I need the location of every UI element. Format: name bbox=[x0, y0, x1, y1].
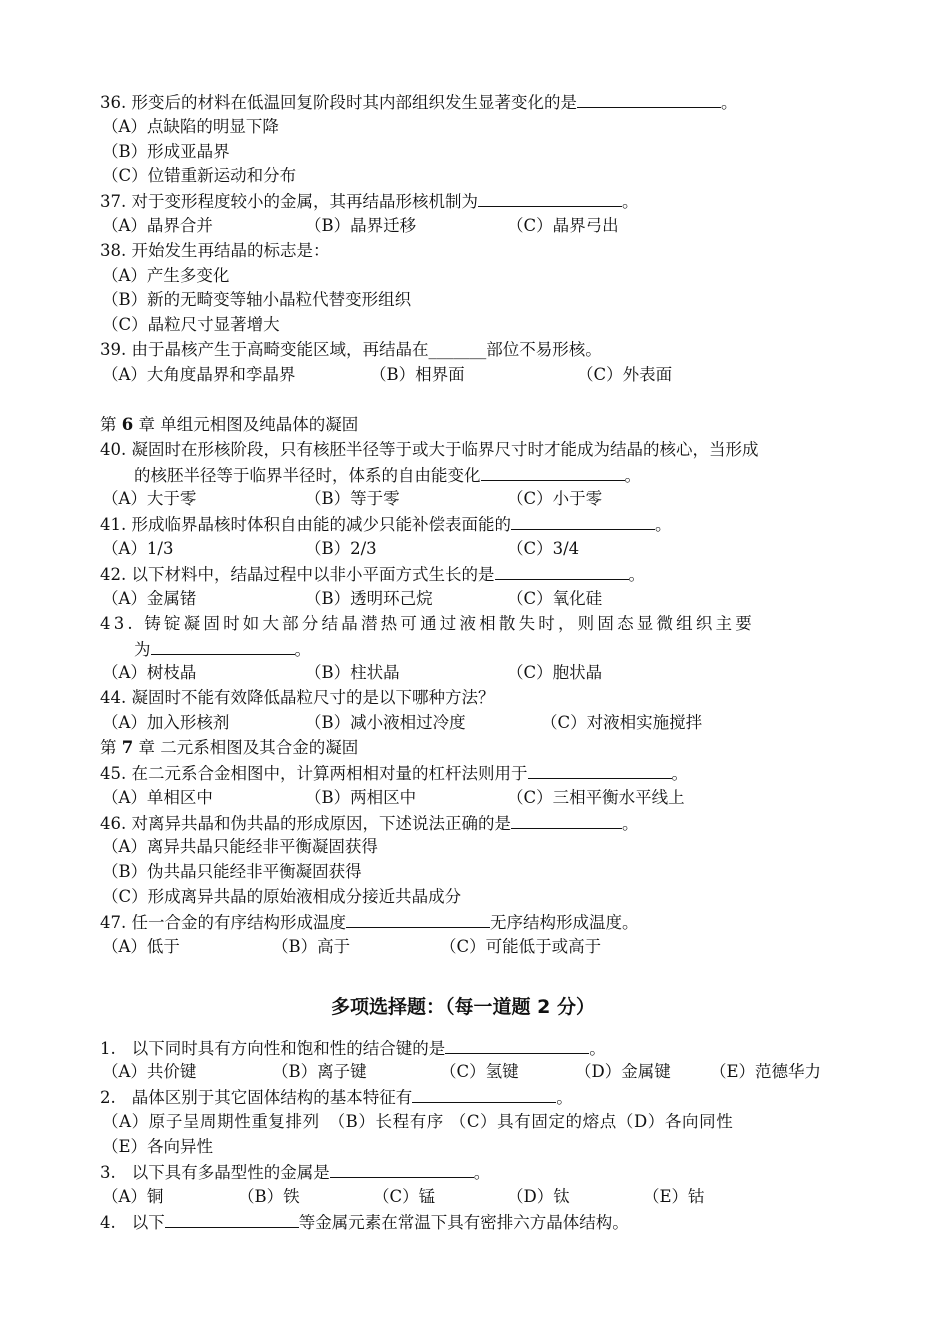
question-stem: 以下同时具有方向性和饱和性的结合键的是 bbox=[131, 1039, 446, 1058]
chapter-title: 章 二元系相图及其合金的凝固 bbox=[138, 738, 359, 757]
question-stem: 37. 对于变形程度较小的金属，其再结晶形核机制为 bbox=[100, 192, 478, 211]
option-a[interactable]: （A）树枝晶 bbox=[102, 663, 197, 682]
answer-blank[interactable] bbox=[445, 1036, 589, 1054]
option-c[interactable]: （C）对液相实施搅拌 bbox=[541, 713, 703, 732]
option-b[interactable]: （B）新的无畸变等轴小晶粒代替变形组织 bbox=[102, 290, 412, 309]
answer-blank[interactable] bbox=[528, 761, 672, 779]
answer-blank[interactable] bbox=[412, 1085, 556, 1103]
option-b[interactable]: （B）2/3 bbox=[305, 539, 377, 558]
multi-question-3 bbox=[100, 1160, 490, 1185]
question-stem: 的核胚半径等于临界半径时，体系的自由能变化 bbox=[134, 466, 481, 485]
question-43-line2 bbox=[134, 637, 311, 662]
answer-blank[interactable] bbox=[481, 463, 625, 481]
chapter-prefix: 第 bbox=[100, 738, 117, 757]
option-a[interactable]: （A）单相区中 bbox=[102, 788, 213, 807]
chapter-prefix: 第 bbox=[100, 415, 117, 434]
punctuation: 。 bbox=[624, 466, 641, 485]
option-b[interactable]: （B）离子键 bbox=[272, 1062, 367, 1081]
question-stem: 晶体区别于其它固体结构的基本特征有 bbox=[131, 1088, 413, 1107]
answer-blank[interactable] bbox=[346, 910, 490, 928]
option-c[interactable]: （C）晶界弓出 bbox=[507, 216, 619, 235]
answer-blank[interactable] bbox=[577, 90, 721, 108]
option-b[interactable]: （B）铁 bbox=[238, 1187, 300, 1206]
option-b[interactable]: （B）形成亚晶界 bbox=[102, 142, 230, 161]
question-47 bbox=[100, 910, 639, 935]
answer-blank[interactable] bbox=[495, 562, 629, 580]
option-d[interactable]: （D）钛 bbox=[507, 1187, 570, 1206]
answer-blank[interactable] bbox=[511, 512, 655, 530]
punctuation: 。 bbox=[671, 764, 688, 783]
option-a[interactable]: （A）点缺陷的明显下降 bbox=[102, 117, 279, 136]
punctuation: 。 bbox=[294, 640, 311, 659]
question-stem: 45. 在二元系合金相图中，计算两相相对量的杠杆法则用于 bbox=[100, 764, 528, 783]
option-b[interactable]: （B）晶界迁移 bbox=[305, 216, 417, 235]
chapter-number: 6 bbox=[121, 415, 134, 434]
question-stem: 46. 对离异共晶和伪共晶的形成原因，下述说法正确的是 bbox=[100, 814, 511, 833]
option-e[interactable]: （E）范德华力 bbox=[710, 1062, 822, 1081]
question-40-line1: 40. 凝固时在形核阶段，只有核胚半径等于或大于临界尺寸时才能成为结晶的核心，当形成 bbox=[100, 440, 759, 459]
multi-question-4 bbox=[100, 1210, 629, 1235]
punctuation: 。 bbox=[622, 814, 639, 833]
punctuation: 。 bbox=[655, 515, 672, 534]
question-stem: 以下具有多晶型性的金属是 bbox=[131, 1163, 330, 1182]
option-d[interactable]: （D）金属键 bbox=[575, 1062, 671, 1081]
option-b[interactable]: （B）等于零 bbox=[305, 489, 400, 508]
option-c[interactable]: （C）3/4 bbox=[507, 539, 580, 558]
option-a[interactable]: （A）金属锗 bbox=[102, 589, 197, 608]
punctuation: 。 bbox=[628, 565, 645, 584]
question-38: 38. 开始发生再结晶的标志是： bbox=[100, 241, 330, 260]
option-a[interactable]: （A）共价键 bbox=[102, 1062, 197, 1081]
question-44: 44. 凝固时不能有效降低晶粒尺寸的是以下哪种方法？ bbox=[100, 688, 495, 707]
option-a[interactable]: （A）铜 bbox=[102, 1187, 164, 1206]
option-a[interactable]: （A）大角度晶界和孪晶界 bbox=[102, 365, 296, 384]
option-c[interactable]: （C）形成离异共晶的原始液相成分接近共晶成分 bbox=[102, 887, 462, 906]
option-e[interactable]: （E）钴 bbox=[643, 1187, 705, 1206]
question-number: 3. bbox=[100, 1163, 116, 1182]
section-heading: 多项选择题：（每一道题 2 分） bbox=[331, 996, 595, 1018]
punctuation: 。 bbox=[589, 1039, 606, 1058]
option-a[interactable]: （A）大于零 bbox=[102, 489, 197, 508]
question-41 bbox=[100, 512, 672, 537]
answer-blank[interactable] bbox=[511, 811, 622, 829]
punctuation: 。 bbox=[473, 1163, 491, 1182]
question-stem: 42. 以下材料中，结晶过程中以非小平面方式生长的是 bbox=[100, 565, 495, 584]
option-c[interactable]: （C）位错重新运动和分布 bbox=[102, 166, 297, 185]
option-a[interactable]: （A）1/3 bbox=[102, 539, 174, 558]
question-stem: 为 bbox=[134, 640, 151, 659]
chapter-title: 章 单组元相图及纯晶体的凝固 bbox=[138, 415, 359, 434]
option-c[interactable]: （C）氢键 bbox=[440, 1062, 519, 1081]
option-c[interactable]: （C）外表面 bbox=[577, 365, 673, 384]
question-stem-tail: 无序结构形成温度。 bbox=[490, 913, 639, 932]
chapter-7-heading bbox=[100, 736, 358, 760]
option-b[interactable]: （B）透明环己烷 bbox=[305, 589, 433, 608]
option-e[interactable]: （E）各向异性 bbox=[102, 1137, 214, 1156]
question-stem: 以下 bbox=[131, 1213, 165, 1232]
punctuation: 。 bbox=[622, 192, 639, 211]
option-c[interactable]: （C）锰 bbox=[373, 1187, 436, 1206]
option-c[interactable]: （C）三相平衡水平线上 bbox=[507, 788, 685, 807]
question-number: 4. bbox=[100, 1213, 116, 1232]
question-39: 39. 由于晶核产生于高畸变能区域，再结晶在_______部位不易形核。 bbox=[100, 340, 602, 359]
option-c[interactable]: （C）胞状晶 bbox=[507, 663, 603, 682]
answer-blank[interactable] bbox=[330, 1160, 474, 1178]
question-number: 2. bbox=[100, 1088, 116, 1107]
question-46 bbox=[100, 811, 639, 836]
option-c[interactable]: （C）小于零 bbox=[507, 489, 603, 508]
options-a-to-d[interactable]: （A）原子呈周期性重复排列 （B）长程有序 （C）具有固定的熔点（D）各向同性 bbox=[102, 1112, 734, 1131]
question-37 bbox=[100, 189, 639, 214]
question-36 bbox=[100, 90, 738, 115]
option-a[interactable]: （A）离异共晶只能经非平衡凝固获得 bbox=[102, 837, 378, 856]
punctuation: 。 bbox=[721, 93, 738, 112]
option-b[interactable]: （B）两相区中 bbox=[305, 788, 417, 807]
answer-blank[interactable] bbox=[151, 637, 295, 655]
option-a[interactable]: （A）低于 bbox=[102, 937, 180, 956]
option-a[interactable]: （A）加入形核剂 bbox=[102, 713, 230, 732]
question-stem-tail: 等金属元素在常温下具有密排六方晶体结构。 bbox=[298, 1213, 629, 1232]
punctuation: 。 bbox=[556, 1088, 573, 1107]
option-b[interactable]: （B）相界面 bbox=[370, 365, 465, 384]
option-a[interactable]: （A）晶界合并 bbox=[102, 216, 213, 235]
option-b[interactable]: （B）高于 bbox=[272, 937, 351, 956]
option-b[interactable]: （B）伪共晶只能经非平衡凝固获得 bbox=[102, 862, 362, 881]
option-b[interactable]: （B）减小液相过冷度 bbox=[305, 713, 466, 732]
question-number: 1. bbox=[100, 1039, 116, 1058]
question-45 bbox=[100, 761, 688, 786]
question-43-line1: 43. 铸锭凝固时如大部分结晶潜热可通过液相散失时，则固态显微组织主要 bbox=[100, 614, 755, 633]
option-b[interactable]: （B）柱状晶 bbox=[305, 663, 400, 682]
multi-question-1 bbox=[100, 1036, 606, 1061]
answer-blank[interactable] bbox=[478, 189, 622, 207]
question-42 bbox=[100, 562, 645, 587]
chapter-6-heading bbox=[100, 413, 358, 437]
option-a[interactable]: （A）产生多变化 bbox=[102, 266, 230, 285]
chapter-number: 7 bbox=[121, 738, 134, 757]
question-40-line2 bbox=[134, 463, 641, 488]
question-stem: 36. 形变后的材料在低温回复阶段时其内部组织发生显著变化的是 bbox=[100, 93, 577, 112]
answer-blank[interactable] bbox=[165, 1210, 299, 1228]
question-stem: 41. 形成临界晶核时体积自由能的减少只能补偿表面能的 bbox=[100, 515, 511, 534]
option-c[interactable]: （C）晶粒尺寸显著增大 bbox=[102, 315, 280, 334]
question-stem: 47. 任一合金的有序结构形成温度 bbox=[100, 913, 346, 932]
option-c[interactable]: （C）氧化硅 bbox=[507, 589, 603, 608]
multi-question-2 bbox=[100, 1085, 573, 1110]
option-c[interactable]: （C）可能低于或高于 bbox=[440, 937, 602, 956]
